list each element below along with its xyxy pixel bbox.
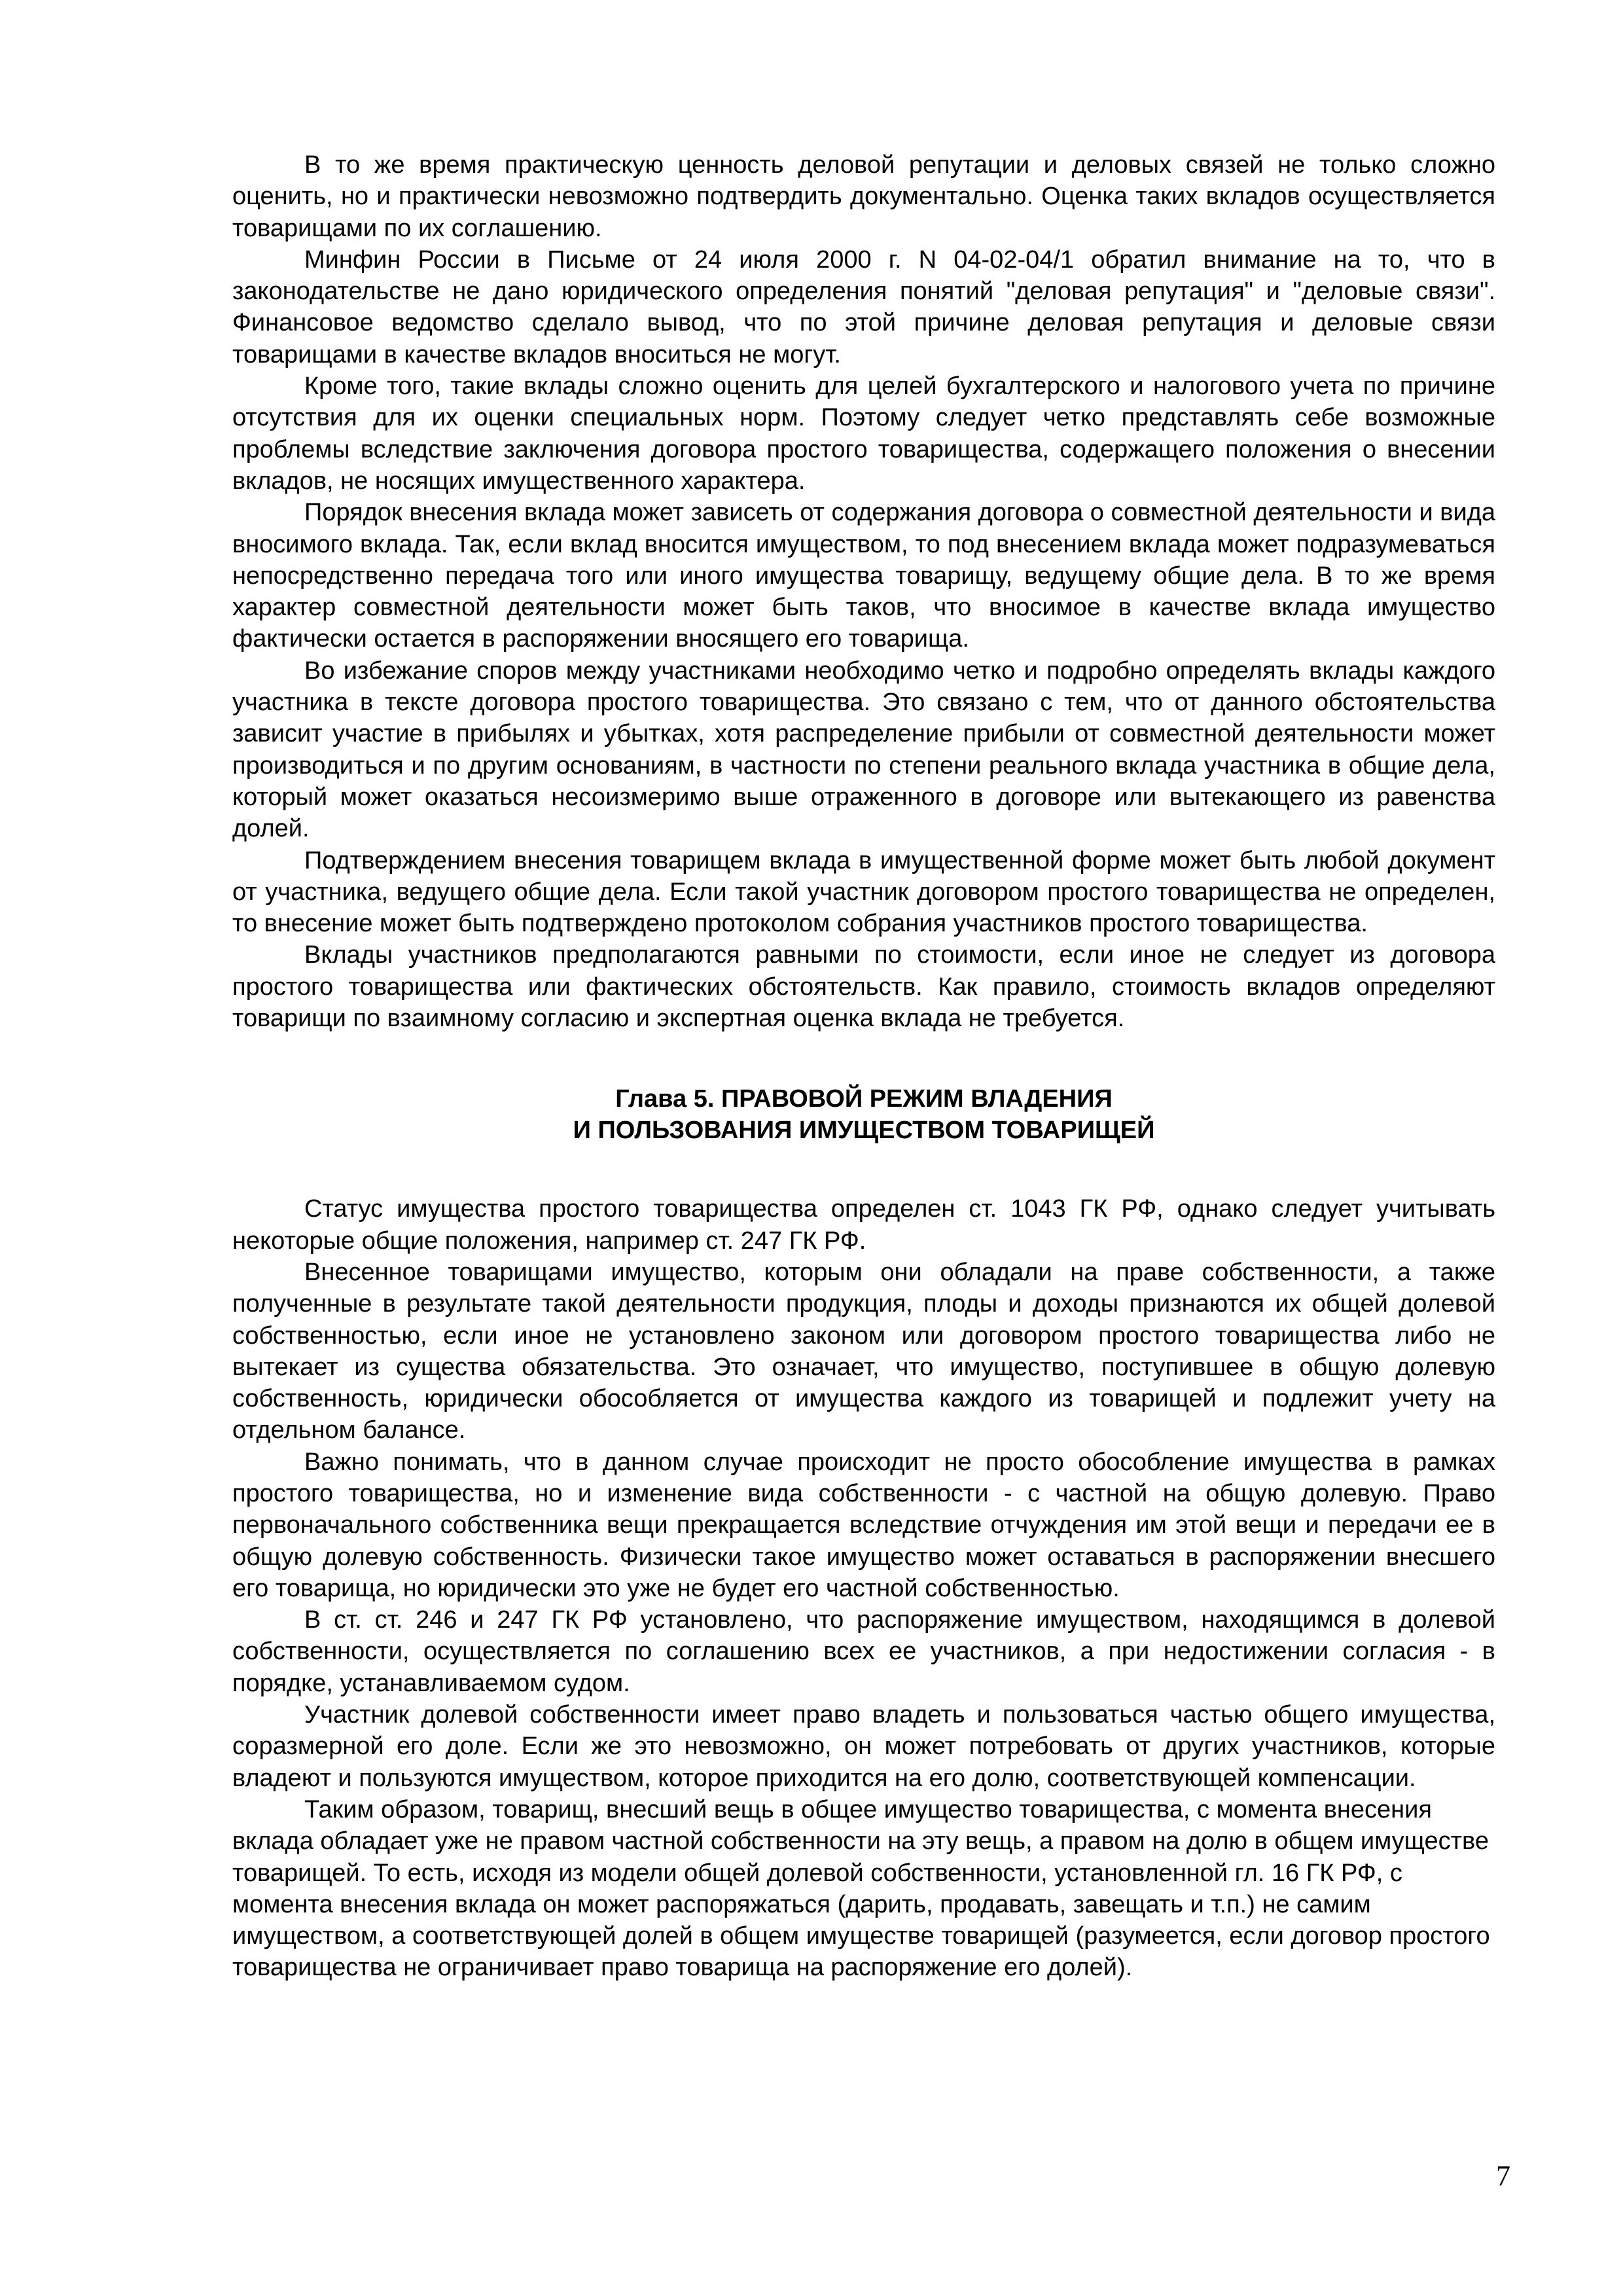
chapter-heading-line-1: Глава 5. ПРАВОВОЙ РЕЖИМ ВЛАДЕНИЯ	[615, 1085, 1113, 1113]
paragraph-share-disposal: Таким образом, товарищ, внесший вещь в общее имущество товарищества, с момента внесения вклада обладает уже не правом частной собственности на эту вещь, а правом на долю в общем имуществе товарищей. То есть, исходя из модели общей долевой собственности, установленной гл. 16 ГК РФ, с момента внесения вклада он может распоряжаться (дарить, продавать, завещать и т.п.) не самим имуществом, а соответствующей долей в общем имуществе товарищей (разумеется, если договор простого товарищества не ограничивает право товарища на распоряжение его долей).	[232, 1795, 1490, 1982]
paragraph-property-status: Статус имущества простого товарищества определен ст. 1043 ГК РФ, однако следует учитывать некоторые общие положения, например ст. 247 ГК РФ.	[232, 1195, 1495, 1255]
paragraph-accounting-difficulty: Кроме того, такие вклады сложно оценить для целей бухгалтерского и налогового учета по причине отсутствия для их оценки специальных норм. Поэтому следует четко представлять себе возможные проблемы вследствие заключения договора простого товарищества, содержащего положения о внесении вкладов, не носящих имущественного характера.	[232, 372, 1495, 495]
chapter-heading	[232, 1083, 1495, 1146]
chapter-heading-line-2: И ПОЛЬЗОВАНИЯ ИМУЩЕСТВОМ ТОВАРИЩЕЙ	[573, 1117, 1155, 1145]
paragraph-ownership-change: Важно понимать, что в данном случае происходит не просто обособление имущества в рамках простого товарищества, но и изменение вида собственности - с частной на общую долевую. Право первоначального собственника вещи прекращается вследствие отчуждения им этой вещи и передачи ее в общую долевую собственность. Физически такое имущество может оставаться в распоряжении внесшего его товарища, но юридически это уже не будет его частной собственностью.	[232, 1448, 1495, 1602]
document-page	[232, 149, 1495, 1984]
paragraph-contribution-confirmation: Подтверждением внесения товарищем вклада в имущественной форме может быть любой документ от участника, ведущего общие дела. Если такой участник договором простого товарищества не определен, то внесение может быть подтверждено протоколом собрания участников простого товарищества.	[232, 846, 1495, 938]
paragraph-contribution-procedure: Порядок внесения вклада может зависеть от содержания договора о совместной деятельности и вида вносимого вклада. Так, если вклад вносится имуществом, то под внесением вклада может подразумеваться непосредственно передача того или иного имущества товарищу, ведущему общие дела. В то же время характер совместной деятельности может быть таков, что вносимое в качестве вклада имущество фактически остается в распоряжении вносящего его товарища.	[232, 499, 1495, 653]
paragraph-right-to-use: Участник долевой собственности имеет право владеть и пользоваться частью общего имущества, соразмерной его доле. Если же это невозможно, он может потребовать от других участников, которые владеют и пользуются имуществом, которое приходится на его долю, соответствующей компенсации.	[232, 1701, 1495, 1792]
paragraph-disposal-by-agreement: В ст. ст. 246 и 247 ГК РФ установлено, что распоряжение имуществом, находящимся в долевой собственности, осуществляется по соглашению всех ее участников, а при недостижении согласия - в порядке, устанавливаемом судом.	[232, 1606, 1495, 1697]
paragraph-deloviye-svyazi-valuation: В то же время практическую ценность деловой репутации и деловых связей не только сложно оценить, но и практически невозможно подтвердить документально. Оценка таких вкладов осуществляется товарищами по их соглашению.	[232, 151, 1495, 242]
paragraph-minfin-letter: Минфин России в Письме от 24 июля 2000 г. N 04-02-04/1 обратил внимание на то, что в законодательстве не дано юридического определения понятий "деловая репутация" и "деловые связи". Финансовое ведомство сделало вывод, что по этой причине деловая репутация и деловые связи товарищами в качестве вкладов вноситься не могут.	[232, 245, 1495, 368]
page-number: 7	[1496, 2160, 1510, 2192]
paragraph-shared-ownership: Внесенное товарищами имущество, которым они обладали на праве собственности, а также полученные в результате такой деятельности продукция, плоды и доходы признаются их общей долевой собственностью, если иное не установлено законом или договором простого товарищества либо не вытекает из существа обязательства. Это означает, что имущество, поступившее в общую долевую собственность, юридически обособляется от имущества каждого из товарищей и подлежит учету на отдельном балансе.	[232, 1258, 1495, 1444]
paragraph-equal-contributions: Вклады участников предполагаются равными по стоимости, если иное не следует из договора простого товарищества или фактических обстоятельств. Как правило, стоимость вкладов определяют товарищи по взаимному согласию и экспертная оценка вклада не требуется.	[232, 941, 1495, 1033]
paragraph-dispute-avoidance: Во избежание споров между участниками необходимо четко и подробно определять вклады каждого участника в тексте договора простого товарищества. Это связано с тем, что от данного обстоятельства зависит участие в прибылях и убытках, хотя распределение прибыли от совместной деятельности может производиться и по другим основаниям, в частности по степени реального вклада участника в общие дела, который может оказаться несоизмеримо выше отраженного в договоре или вытекающего из равенства долей.	[232, 656, 1495, 843]
